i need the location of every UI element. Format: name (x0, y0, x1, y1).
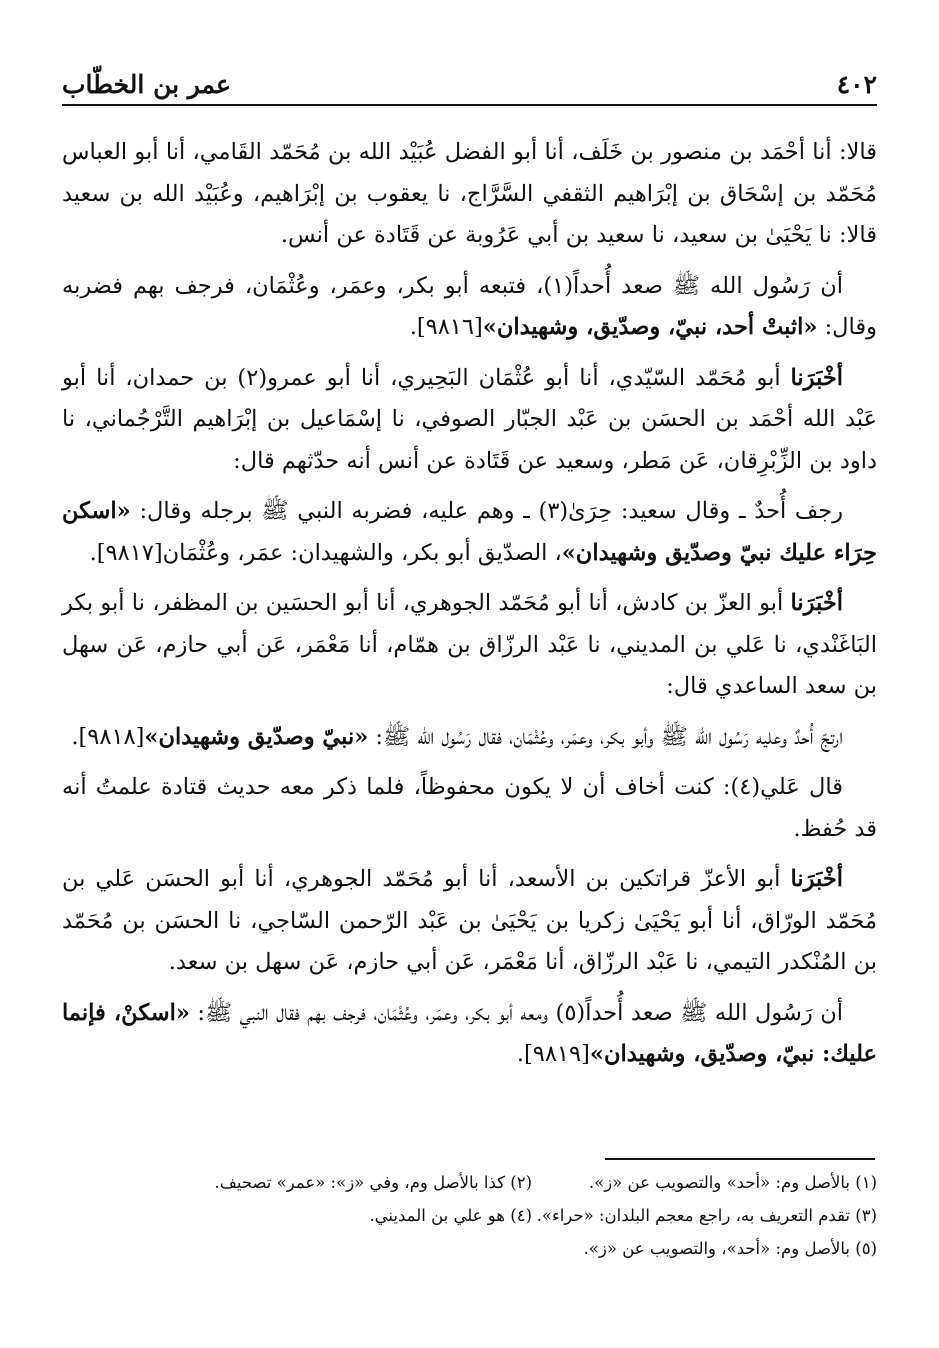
page-header (62, 66, 877, 102)
footnote-row (62, 1232, 877, 1265)
footnote: (٥) بالأصل وم: «أحد»، والتصويب عن «ز». (583, 1239, 877, 1258)
isnad-keyword: أخْبَرَنا (790, 364, 844, 391)
text-segment: أبو الأعزّ قراتكين بن الأسعد، أنا أبو مُحَمّد الجوهري، أنا أبو الحسَن عَلي بن مُحَمّد الورّاق، أنا أبو يَحْيَىٰ زكريا بن يَحْيَىٰ بن عَبْد الرّحمن السّاجي، نا الحسَن بن مُحَمّد بن المُنْكدر التيمي، نا عَبْد الرزّاق، أنا مَعْمَر، عَن أبي حازم، عَن سهل بن سعد. (62, 866, 877, 975)
paragraph (62, 717, 877, 759)
footnotes (62, 1166, 877, 1265)
header-divider (62, 104, 877, 106)
text-segment: أبو مُحَمّد السّيّدي، أنا أبو عُثْمَان البَحِيري، أنا أبو عمرو(٢) بن حمدان، أنا أبو عَبْد الله أحْمَد بن الحسَن بن عَبْد الجبّار الصوفي، نا إسْمَاعيل بن إبْرَاهيم التَّرْجُماني، نا داود بن الزِّبْرِقان، عَن مَطر، وسعيد عن قَتَادة عن أنس أنه حدّثهم قال: (62, 364, 877, 474)
hadith-number: [٩٨١٦]. (409, 314, 483, 340)
hadith-quote: «اسكنْ، فإنما عليك: نبيّ، وصدّيق، وشهيدان» (62, 999, 877, 1067)
text-segment: رجف أُحدٌ ـ وقال سعيد: حِرَىٰ(٣) ـ وهم عليه، فضربه النبي ﷺ برجله وقال: (130, 498, 844, 524)
paragraph (62, 583, 877, 708)
paragraph (62, 266, 877, 349)
footnote-divider (605, 1158, 875, 1160)
hadith-quote: «نبيّ وصدّيق وشهيدان» (144, 723, 369, 750)
isnad-keyword: أخْبَرَنا (790, 590, 843, 616)
footnote-row (62, 1199, 877, 1232)
footnote: (٣) تقدم التعريف به، راجع معجم البلدان: «حراء». (536, 1206, 877, 1225)
footnote: (٤) هو علي بن المديني. (369, 1206, 532, 1225)
footnote: (٢) كذا بالأصل وم، وفي «ز»: «عمر» تصحيف. (214, 1173, 532, 1192)
text-segment: ارتجّ أُحدٌ وعليه رَسُول الله ﷺ وأبو بكر، وعمَر، وعُثْمَان، فقال رَسُول الله ﷺ: (368, 723, 843, 750)
running-title: عمر بن الخطّاب (62, 69, 231, 99)
text-segment: قالا: أنا أحْمَد بن منصور بن خَلَف، أنا أبو الفضل عُبَيْد الله بن مُحَمّد القَامي، أنا أبو العباس مُحَمّد بن إسْحَاق بن إبْرَاهيم الثقفي السَّرَّاج، نا يعقوب بن إبْرَاهيم، وعُبَيْد الله بن سعيد قالا: نا يَحْيَىٰ بن سعيد، نا سعيد بن أبي عَرُوبة عن قَتَادة عن أنس. (62, 139, 877, 248)
hadith-number: ، الصدّيق أبو بكر، والشهيدان: عمَر، وعُثْمَان[٩٨١٧]. (89, 539, 562, 566)
paragraph (62, 358, 877, 483)
paragraph (62, 993, 877, 1076)
page-number: ٤٠٢ (836, 69, 877, 99)
paragraph (62, 491, 877, 574)
text-segment: أن رَسُول الله ﷺ صعد أُحداً(٥) ومعه أبو بكر، وعمَر، وعُثْمَان، فرجف بهم فقال النبي ﷺ: (189, 999, 843, 1026)
hadith-quote: «اثبتْ أحد، نبيّ، وصدّيق، وشهيدان» (482, 314, 818, 340)
hadith-number: [٩٨١٩]. (516, 1041, 590, 1067)
paragraph (62, 132, 877, 257)
footnote: (١) بالأصل وم: «أحد» والتصويب عن «ز». (588, 1173, 877, 1192)
footnote-row (62, 1166, 877, 1199)
paragraph (62, 859, 877, 984)
hadith-quote: «اسكن حِرَاء عليك نبيّ وصدّيق وشهيدان» (62, 498, 877, 566)
text-segment: أن رَسُول الله ﷺ صعد أُحداً(١)، فتبعه أبو بكر، وعمَر، وعُثْمَان، فرجف بهم فضربه وقال: (62, 272, 877, 340)
text-segment: قال عَلي(٤): كنت أخاف أن لا يكون محفوظاً، فلما ذكر معه حديث قتادة علمتُ أنه قد حُفظ. (62, 774, 877, 842)
paragraph (62, 767, 877, 850)
text-segment: أبو العزّ بن كادش، أنا أبو مُحَمّد الجوهري، أنا أبو الحسَين بن المظفر، نا أبو بكر البَاغَنْدي، نا عَلي بن المديني، نا عَبْد الرزّاق بن همّام، أنا مَعْمَر، عَن أبي حازم، عَن سهل بن سعد الساعدي قال: (62, 590, 877, 699)
hadith-number: [٩٨١٨]. (71, 723, 145, 750)
isnad-keyword: أخْبَرَنا (790, 866, 843, 892)
main-text (62, 132, 877, 1085)
